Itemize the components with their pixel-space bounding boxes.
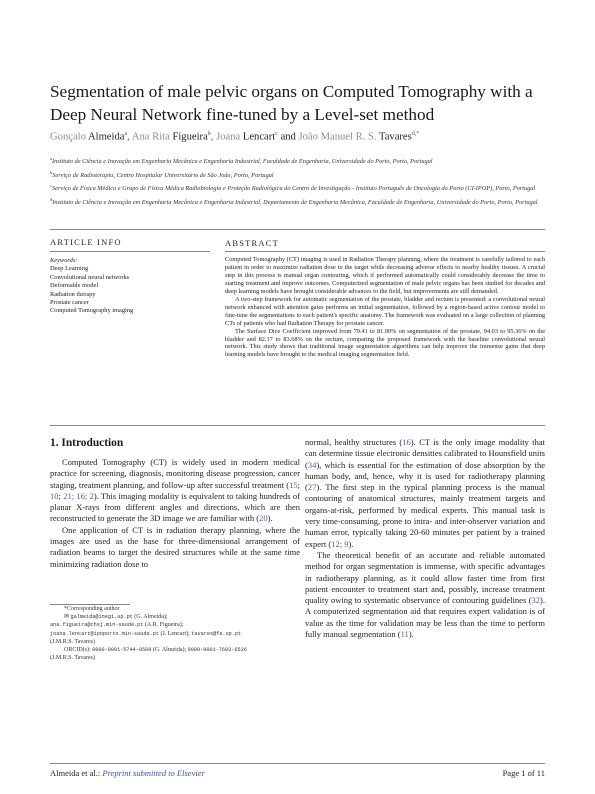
footer-left	[50, 768, 205, 778]
intro-paragraph-1: Computed Tomography (CT) is widely used in modern medical practice for screening, diagnosis, monitoring disease progression, cancer staging, treatment planning, and follow-up after successful treatment (15; 10; 21; 16; 2). This imaging modality is equivalent to taking hundreds of planar X-rays from different angles and directions, which are then reconstructed to generate the 3D image we are familiar with (20).	[50, 457, 300, 524]
author-surname-3: Lencart	[242, 131, 276, 143]
intro-text: This imaging modality is equivalent to taking hundreds of planar X-rays from different angles and directions, which are then reconstructed to generate the 3D image we are familiar with	[50, 490, 300, 524]
title-line-2: Deep Neural Network fine-tuned by a Level-set method	[50, 105, 435, 124]
citation-link[interactable]: 12; 9	[331, 538, 349, 549]
citation-link[interactable]: 15	[289, 479, 298, 490]
author-sup-3: c	[275, 131, 278, 137]
author-separator: ,	[210, 131, 214, 143]
citation-link[interactable]: 20	[259, 513, 268, 524]
keyword-item: Convolutional neural networks	[50, 273, 130, 281]
affiliation-sup: d	[50, 196, 53, 202]
footer-rule	[50, 763, 545, 764]
intro-text: Computed Tomography (CT) is widely used in modern medical practice for screening, diagnosis, monitoring disease progression, cancer staging, treatment planning, and follow-up after successful treatment	[50, 457, 300, 490]
intro-text: which is essential for the estimation of dose absorption by the human body, and, hence, why it is used for radiotherapy planning	[305, 459, 545, 481]
affiliation-text: Instituto de Ciência e Inovação em Engenharia Mecânica e Engenharia Industrial, Faculdade de Engenharia, Universidade do Porto, Porto, Portugal	[52, 158, 433, 166]
orcid-link[interactable]: 0000-0001-5744-0508	[92, 647, 152, 654]
page-number: Page 1 of 11	[502, 768, 545, 778]
affiliation-item	[50, 196, 550, 208]
email-link[interactable]: joana.lencart@ipoporto.min-saude.pt	[50, 630, 159, 637]
footer-authors: Almeida et al.:	[50, 768, 101, 778]
left-column	[50, 457, 300, 570]
abstract-paragraph: The Surface Dice Coefficient improved from 79.41 to 81.00% on segmentation of the prostate, 94.03 to 95.36% on the bladder and 82.17 to 83.68% on the rectum, comparing the proposed framework with the baseline convolutional neural network. This study shows that traditional image segmentation algorithms can help improve the immense gains that deep learning models have brought to the medical imaging segmentation field.	[225, 327, 545, 359]
keywords-label: Keywords:	[50, 257, 78, 264]
abstract-paragraph: Computed Tomography (CT) imaging is used in Radiation Therapy planning, where the treatment is carefully tailored to each patient in order to maximize radiation dose to the target while decreasing adverse effects to nearby healthy tissues. A crucial step in this process is manual organ contouring, which if performed automatically could considerably decrease the time to starting treatment and improve outcomes. Computerized segmentation of male pelvic organs has been studied for decades and deep learning models have brought considerable advances to the field, but improvements are still demanded.	[225, 256, 545, 295]
keyword-item: Radiation therapy	[50, 290, 96, 298]
abstract-heading: ABSTRACT	[225, 238, 279, 248]
article-info-rule	[50, 251, 210, 252]
citation-link[interactable]: 10	[50, 490, 59, 501]
orcid-owner: (G. Almeida);	[152, 647, 187, 654]
email-link[interactable]: galmeida@inegi.up.pt	[70, 614, 133, 621]
citation-link[interactable]: 16	[402, 437, 411, 447]
affiliation-sup: b	[50, 169, 53, 175]
intro-heading: 1. Introduction	[50, 437, 124, 449]
author-sup-2: b	[207, 131, 211, 137]
right-column	[305, 437, 545, 640]
author-surname-1: Almeida	[87, 131, 125, 143]
email-link[interactable]: ana.figueira@chsj.min-saude.pt	[50, 622, 144, 629]
email-icon: ✉	[64, 614, 71, 621]
intro-text: ;	[297, 479, 300, 490]
author-given-2: Ana Rita	[131, 131, 170, 143]
abstract-rule	[225, 251, 545, 252]
keyword-item: Deformable model	[50, 282, 99, 290]
author-given-3: Joana	[216, 131, 241, 143]
keyword-item: Prostate cancer	[50, 299, 89, 307]
orcid-label: ORCID(s):	[64, 647, 91, 654]
email-line	[50, 613, 300, 621]
top-rule	[50, 229, 545, 230]
author-sup-1: a	[124, 131, 128, 137]
intro-text: The first step in the typical planning process is the manual contouring of anatomical structures, mainly treatment targets and organs-at-risk, performed by medical experts. This manual task is very time-consuming, prone to intra- and inter-observer variation and human error, typically taking 20-60 minutes per patient by a trained expert	[305, 482, 545, 549]
author-given-4: João Manuel R. S.	[298, 131, 377, 143]
title-line-1: Segmentation of male pelvic organs on Computed Tomography with a	[50, 82, 533, 101]
keywords-block	[50, 257, 210, 316]
author-surname-2: Figueira	[172, 131, 208, 143]
article-info-heading: ARTICLE INFO	[50, 237, 122, 247]
abstract-paragraph: A two-step framework for automatic segmentation of the prostate, bladder and rectum is presented: a convolutional neural network enhanced with attention gates performs an initial segmentation, followed by a region-based active contour model to fine-tune the segmentations to each patient's specific anatomy. The framework was evaluated on a large collection of planning CTs of patients who had Radiation Therapy for prostate cancer.	[225, 295, 545, 327]
citation-link[interactable]: 27	[307, 482, 317, 493]
citation-link[interactable]: 32	[531, 595, 541, 606]
author-list	[50, 131, 550, 143]
email-owner: (J.M.R.S. Tavares)	[50, 638, 95, 645]
affiliation-sup: a	[50, 156, 52, 161]
intro-paragraph-2	[50, 525, 300, 570]
email-owner: (G. Almeida);	[134, 614, 168, 621]
affiliation-item	[50, 155, 550, 167]
corresponding-note: *Corresponding author	[64, 606, 120, 612]
orcid-line	[50, 646, 300, 654]
keyword-item: Deep Learning	[50, 265, 89, 273]
citation-link[interactable]: 11	[400, 629, 409, 640]
intro-text: CT is the only image modality that can determine tissue electronic densities calibrated to Hounsfield units	[305, 437, 545, 459]
intro-text: normal, healthy structures	[305, 437, 397, 447]
intro-paragraph-3: The theoretical benefit of an accurate and reliable automated method for organ segmentation is immense, with specific advantages in radiotherapy planning, as it could allow faster time from first patient encounter to treatment start and, possibly, increase treatment quality owing to systematic observance of contouring guidelines (32). A computerized segmentation aid that requires expert validation is of value as the time for validation may be less than the time to perform fully manual segmentation (11).	[305, 549, 545, 640]
footnote	[50, 605, 300, 662]
abstract-body	[225, 256, 545, 359]
author-and: and	[280, 131, 296, 143]
affiliation-list	[50, 155, 550, 209]
author-separator: ,	[127, 131, 130, 143]
abstract-bottom-rule	[50, 425, 545, 426]
footer-preprint: Preprint submitted to Elsevier	[102, 768, 205, 778]
intro-text: One application of CT is in radiation therapy planning, where the images are used as the base for three-dimensional arrangement of radiation beams to target the desired structures while at the same time minimizing radiation dose to	[50, 524, 300, 569]
intro-text: A computerized segmentation aid that requires expert validation is of value as the time for validation may be less than the time to perform fully manual segmentation	[305, 606, 545, 640]
author-given-1: Gonçalo	[50, 131, 86, 143]
intro-text: The theoretical benefit of an accurate and reliable automated method for organ segmentation is immense, with specific advantages in radiotherapy planning, as it could allow faster time from first patient encounter to treatment start and, possibly, increase treatment quality owing to systematic observance of contouring guidelines	[305, 549, 545, 606]
orcid-owner: (J.M.R.S. Tavares)	[50, 655, 95, 662]
email-owner: (J. Lencart);	[160, 630, 190, 637]
paper-title	[50, 80, 550, 126]
intro-paragraph-2-cont: normal, healthy structures (16). CT is the only image modality that can determine tissue electronic densities calibrated to Hounsfield units (34), which is essential for the estimation of dose absorption by the human body, and, hence, why it is used for radiotherapy planning (27). The first step in the typical planning process is the manual contouring of anatomical structures, mainly treatment targets and organs-at-risk, performed by medical experts. This manual task is very time-consuming, prone to intra- and inter-observer variation and human error, typically taking 20-60 minutes per patient by a trained expert (12; 9).	[305, 437, 545, 549]
affiliation-item	[50, 169, 550, 181]
email-line	[50, 621, 300, 629]
affiliation-item	[50, 182, 550, 194]
affiliation-text: Serviço de Radioterapia, Centro Hospitalar Universitário de São João, Porto, Portugal	[52, 171, 274, 179]
email-link[interactable]: tavares@fe.up.pt	[191, 630, 242, 637]
keyword-item: Computed Tomography imaging	[50, 307, 134, 315]
email-line	[50, 630, 300, 638]
author-sup-4: d,*	[411, 131, 420, 137]
citation-link[interactable]: 21; 16; 2	[63, 490, 94, 501]
author-surname-4: Tavares	[378, 131, 412, 143]
affiliation-text: Instituto de Ciência e Inovação em Engenharia Mecânica e Engenharia Industrial, Departamento de Engenharia Mecânica, Faculdade de Engenharia, Universidade do Porto, Porto, Portugal	[52, 198, 538, 206]
email-owner: (A.R. Figueira);	[144, 622, 184, 629]
intro-text: ;	[58, 490, 64, 501]
affiliation-text: Serviço de Física Médica e Grupo de Física Médica Radiobiologia e Proteção Radiológica do Centro de Investigação - Instituto Português de Oncologia do Porto (CI-IPOP), Porto, Portugal	[52, 185, 536, 193]
orcid-link[interactable]: 0000-0001-7603-6526	[187, 647, 247, 654]
citation-link[interactable]: 34	[307, 459, 317, 470]
affiliation-sup: c	[50, 183, 52, 189]
